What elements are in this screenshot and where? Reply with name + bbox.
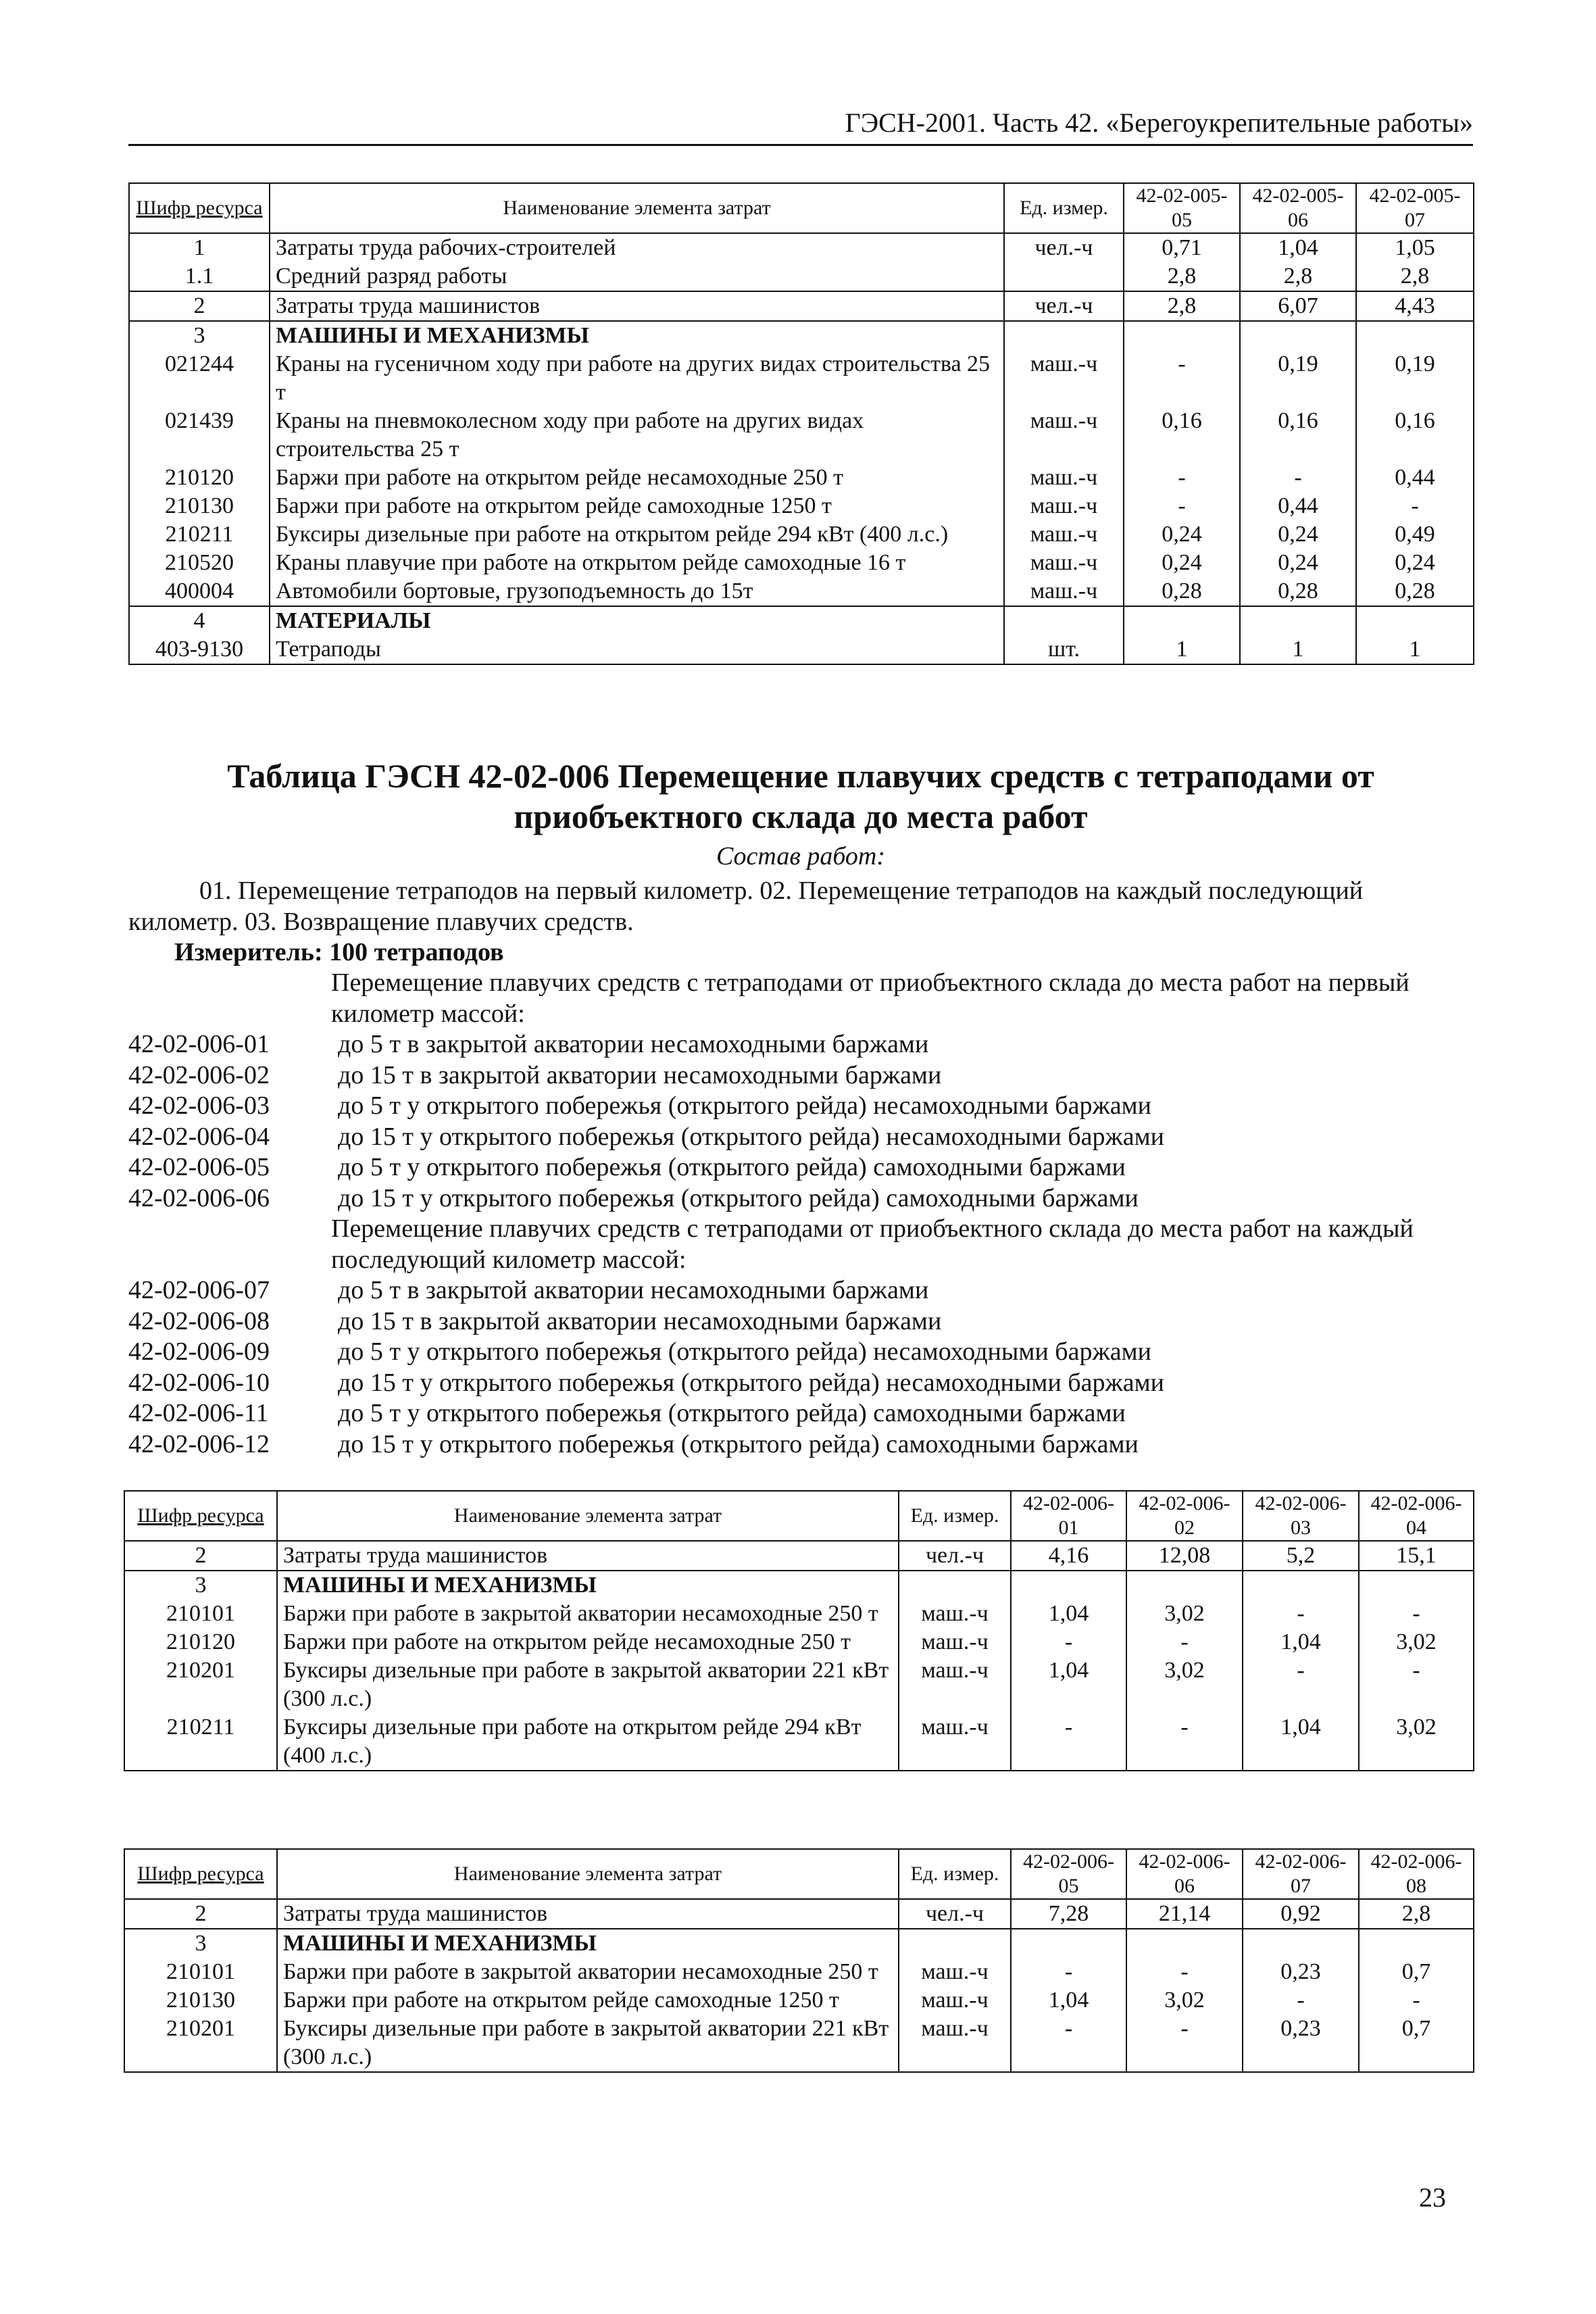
norm-value	[1243, 1929, 1359, 1958]
norm-value: -	[1356, 492, 1474, 520]
resource-table-42-02-006-part1	[124, 1490, 1474, 1771]
norm-value: 0,28	[1124, 577, 1240, 606]
section-heading: МАШИНЫ И МЕХАНИЗМЫ	[277, 1571, 899, 1600]
norm-value	[1240, 606, 1356, 635]
resource-code: 021244	[129, 350, 270, 407]
norm-value: -	[1124, 464, 1240, 492]
table-row	[129, 635, 1474, 664]
header-norm-code: 42-02-006-01	[1011, 1491, 1126, 1541]
table-row	[129, 262, 1474, 291]
table-row	[124, 1958, 1474, 1986]
measure-unit: Измеритель: 100 тетраподов	[174, 938, 504, 966]
table-row	[129, 520, 1474, 549]
cost-element-name: Баржи при работе на открытом рейде несамоходные 250 т	[277, 1628, 899, 1656]
norm-description: до 15 т у открытого побережья (открытого рейда) самоходными баржами	[338, 1183, 1139, 1212]
unit: маш.-ч	[899, 1986, 1011, 2015]
norm-value: -	[1243, 1600, 1359, 1628]
header-norm-code: 42-02-006-06	[1126, 1849, 1243, 1899]
header-unit: Ед. измер.	[1004, 183, 1124, 233]
table-row	[129, 492, 1474, 520]
header-resource-code: Шифр ресурса	[124, 1849, 277, 1899]
norm-value	[1124, 321, 1240, 350]
list-item	[128, 1398, 1473, 1429]
header-norm-code: 42-02-005-05	[1124, 183, 1240, 233]
list-item	[128, 1275, 1473, 1306]
composition-text: 01. Перемещение тетраподов на первый километр. 02. Перемещение тетраподов на каждый последующий километр. 03. Возвращение плавучих средств.	[128, 877, 1364, 936]
unit	[899, 1929, 1011, 1958]
header-norm-code: 42-02-006-03	[1243, 1491, 1359, 1541]
norm-value: -	[1124, 492, 1240, 520]
norm-description: до 15 т у открытого побережья (открытого рейда) самоходными баржами	[338, 1429, 1139, 1458]
norm-value: 3,02	[1126, 1656, 1243, 1713]
unit: маш.-ч	[1004, 350, 1124, 407]
table-row	[124, 1541, 1474, 1571]
norm-value: 0,16	[1356, 407, 1474, 464]
norm-value: 7,28	[1011, 1899, 1126, 1929]
unit	[899, 1571, 1011, 1600]
resource-code: 021439	[129, 407, 270, 464]
unit: чел.-ч	[899, 1899, 1011, 1929]
norm-value: 1,04	[1011, 1986, 1126, 2015]
norm-value: -	[1243, 1656, 1359, 1713]
norm-value	[1243, 1571, 1359, 1600]
norm-description: до 5 т у открытого побережья (открытого рейда) самоходными баржами	[338, 1153, 1126, 1181]
table-row	[124, 1986, 1474, 2015]
table-row	[124, 1899, 1474, 1929]
table-row	[129, 233, 1474, 262]
cost-element-name: Тетраподы	[270, 635, 1004, 664]
norm-value: -	[1126, 1628, 1243, 1656]
norm-value: -	[1359, 1656, 1474, 1713]
norm-value: 0,19	[1356, 350, 1474, 407]
norm-value: 0,24	[1240, 520, 1356, 549]
list-item	[128, 1152, 1473, 1183]
cost-element-name: Баржи при работе в закрытой акватории несамоходные 250 т	[277, 1600, 899, 1628]
norm-value: 0,44	[1240, 492, 1356, 520]
unit: маш.-ч	[1004, 577, 1124, 606]
norm-description: до 15 т в закрытой акватории несамоходными баржами	[338, 1060, 942, 1089]
norm-value: 5,2	[1243, 1541, 1359, 1571]
header-resource-code: Шифр ресурса	[124, 1491, 277, 1541]
resource-code: 3	[129, 321, 270, 350]
unit: маш.-ч	[899, 1600, 1011, 1628]
norm-value	[1359, 1929, 1474, 1958]
norm-value: -	[1240, 464, 1356, 492]
list-item	[128, 1306, 1473, 1337]
norm-value: 1	[1124, 635, 1240, 664]
unit	[1004, 262, 1124, 291]
page-number: 23	[1419, 2182, 1446, 2213]
norm-value: 1,05	[1356, 233, 1474, 262]
norm-value: 1,04	[1011, 1600, 1126, 1628]
norm-value: -	[1011, 1713, 1126, 1771]
resource-code: 403-9130	[129, 635, 270, 664]
header-norm-code: 42-02-006-02	[1126, 1491, 1243, 1541]
cost-element-name: Затраты труда машинистов	[270, 291, 1004, 321]
norm-value: 2,8	[1124, 262, 1240, 291]
table-row	[129, 577, 1474, 606]
norm-value: 1,04	[1243, 1713, 1359, 1771]
norm-code: 42-02-006-11	[128, 1399, 269, 1427]
norm-description: до 5 т у открытого побережья (открытого рейда) несамоходными баржами	[338, 1091, 1151, 1120]
norm-code: 42-02-006-04	[128, 1122, 270, 1151]
section-title: Таблица ГЭСН 42-02-006 Перемещение плавучих средств с тетраподами от приобъектного склада до места работ	[227, 757, 1374, 835]
norm-value: 2,8	[1359, 1899, 1474, 1929]
norm-description: до 5 т у открытого побережья (открытого рейда) несамоходными баржами	[338, 1337, 1151, 1366]
norm-code: 42-02-006-10	[128, 1368, 270, 1397]
list-item	[128, 1368, 1473, 1399]
table-row	[129, 464, 1474, 492]
cost-element-name: Буксиры дизельные при работе в закрытой акватории 221 кВт (300 л.с.)	[277, 1656, 899, 1713]
norm-value	[1356, 606, 1474, 635]
resource-table-42-02-006-part2	[124, 1848, 1474, 2073]
unit	[1004, 321, 1124, 350]
resource-code: 210130	[129, 492, 270, 520]
header-cost-element: Наименование элемента затрат	[277, 1849, 899, 1899]
cost-element-name: Затраты труда рабочих-строителей	[270, 233, 1004, 262]
norm-value: -	[1011, 2015, 1126, 2072]
section-heading: МАТЕРИАЛЫ	[270, 606, 1004, 635]
norm-value	[1126, 1571, 1243, 1600]
norm-code: 42-02-006-03	[128, 1091, 270, 1120]
header-norm-code: 42-02-006-04	[1359, 1491, 1474, 1541]
cost-element-name: Буксиры дизельные при работе в закрытой акватории 221 кВт (300 л.с.)	[277, 2015, 899, 2072]
norm-description: до 5 т у открытого побережья (открытого рейда) самоходными баржами	[338, 1399, 1126, 1427]
resource-code: 2	[124, 1899, 277, 1929]
norm-value: 0,28	[1240, 577, 1356, 606]
norm-value: 0,23	[1243, 2015, 1359, 2072]
norm-value: 0,24	[1240, 549, 1356, 577]
resource-code: 3	[124, 1929, 277, 1958]
norm-value: -	[1359, 1986, 1474, 2015]
norm-description: до 5 т в закрытой акватории несамоходными баржами	[338, 1276, 929, 1304]
table-row	[129, 321, 1474, 350]
unit: маш.-ч	[899, 1628, 1011, 1656]
unit: чел.-ч	[1004, 233, 1124, 262]
norm-value	[1359, 1571, 1474, 1600]
norm-code: 42-02-006-08	[128, 1306, 270, 1335]
header-norm-code: 42-02-006-05	[1011, 1849, 1126, 1899]
resource-code: 400004	[129, 577, 270, 606]
norm-value: 2,8	[1124, 291, 1240, 321]
table-row	[124, 1628, 1474, 1656]
norm-value: 1,04	[1243, 1628, 1359, 1656]
norm-value: 3,02	[1126, 1600, 1243, 1628]
resource-table-42-02-005	[128, 182, 1474, 665]
norm-value	[1124, 606, 1240, 635]
table-row	[129, 407, 1474, 464]
list-item	[128, 1029, 1473, 1060]
unit: маш.-ч	[899, 1713, 1011, 1771]
table-row	[124, 1713, 1474, 1771]
resource-code: 1.1	[129, 262, 270, 291]
cost-element-name: Средний разряд работы	[270, 262, 1004, 291]
norm-code: 42-02-006-06	[128, 1183, 270, 1212]
norm-value: 0,23	[1243, 1958, 1359, 1986]
norm-code: 42-02-006-09	[128, 1337, 270, 1366]
norm-value: -	[1126, 1958, 1243, 1986]
table-row	[129, 291, 1474, 321]
unit: маш.-ч	[1004, 520, 1124, 549]
norm-value: 21,14	[1126, 1899, 1243, 1929]
norm-value	[1011, 1929, 1126, 1958]
cost-element-name: Краны плавучие при работе на открытом рейде самоходные 16 т	[270, 549, 1004, 577]
resource-code: 210520	[129, 549, 270, 577]
list-item	[128, 1122, 1473, 1153]
norm-code: 42-02-006-05	[128, 1153, 270, 1181]
norm-value: -	[1359, 1600, 1474, 1628]
norm-description: до 15 т у открытого побережья (открытого рейда) несамоходными баржами	[338, 1368, 1164, 1397]
resource-code: 210120	[124, 1628, 277, 1656]
norm-value: 0,71	[1124, 233, 1240, 262]
unit: маш.-ч	[1004, 492, 1124, 520]
unit: маш.-ч	[899, 1958, 1011, 1986]
resource-code: 3	[124, 1571, 277, 1600]
norm-value: 0,19	[1240, 350, 1356, 407]
running-header: ГЭСН-2001. Часть 42. «Берегоукрепительные работы»	[128, 107, 1473, 146]
norm-value: -	[1011, 1958, 1126, 1986]
section-heading: МАШИНЫ И МЕХАНИЗМЫ	[277, 1929, 899, 1958]
norm-value: 0,24	[1356, 549, 1474, 577]
norm-value: 0,28	[1356, 577, 1474, 606]
norm-description: до 15 т в закрытой акватории несамоходными баржами	[338, 1306, 942, 1335]
resource-code: 210101	[124, 1958, 277, 1986]
list-item	[128, 1183, 1473, 1214]
resource-code: 210130	[124, 1986, 277, 2015]
norm-value: 0,7	[1359, 1958, 1474, 1986]
unit: чел.-ч	[1004, 291, 1124, 321]
resource-code: 2	[124, 1541, 277, 1571]
norm-value: 1	[1356, 635, 1474, 664]
resource-code: 2	[129, 291, 270, 321]
unit: чел.-ч	[899, 1541, 1011, 1571]
resource-code: 210211	[124, 1713, 277, 1771]
cost-element-name: Буксиры дизельные при работе на открытом рейде 294 кВт (400 л.с.)	[277, 1713, 899, 1771]
table-row	[129, 606, 1474, 635]
cost-element-name: Краны на гусеничном ходу при работе на других видах строительства 25 т	[270, 350, 1004, 407]
header-cost-element: Наименование элемента затрат	[270, 183, 1004, 233]
table-row	[124, 1656, 1474, 1713]
norm-value: 0,24	[1124, 520, 1240, 549]
norm-value: 2,8	[1240, 262, 1356, 291]
norm-value: 0,92	[1243, 1899, 1359, 1929]
table-row	[124, 1571, 1474, 1600]
norm-value: 3,02	[1126, 1986, 1243, 2015]
norm-value	[1356, 321, 1474, 350]
norm-items-list	[128, 968, 1473, 1460]
cost-element-name: Затраты труда машинистов	[277, 1899, 899, 1929]
resource-code: 210201	[124, 1656, 277, 1713]
norm-value: 15,1	[1359, 1541, 1474, 1571]
norm-value: -	[1011, 1628, 1126, 1656]
list-item	[128, 1060, 1473, 1091]
cost-element-name: Баржи при работе на открытом рейде самоходные 1250 т	[277, 1986, 899, 2015]
section-heading: МАШИНЫ И МЕХАНИЗМЫ	[270, 321, 1004, 350]
resource-code: 1	[129, 233, 270, 262]
header-resource-code: Шифр ресурса	[129, 183, 270, 233]
norm-value: 0,7	[1359, 2015, 1474, 2072]
norm-code: 42-02-006-07	[128, 1276, 270, 1304]
norm-description: до 15 т у открытого побережья (открытого рейда) несамоходными баржами	[338, 1122, 1164, 1151]
norm-value	[1126, 1929, 1243, 1958]
list-item	[128, 1091, 1473, 1122]
norm-value: -	[1126, 1713, 1243, 1771]
norm-code: 42-02-006-12	[128, 1429, 270, 1458]
table-row	[129, 549, 1474, 577]
norm-value	[1011, 1571, 1126, 1600]
group-heading: Перемещение плавучих средств с тетраподами от приобъектного склада до места работ на каждый последующий километр массой:	[331, 1214, 1414, 1274]
unit: маш.-ч	[899, 1656, 1011, 1713]
header-unit: Ед. измер.	[899, 1491, 1011, 1541]
table-row	[124, 1929, 1474, 1958]
header-cost-element: Наименование элемента затрат	[277, 1491, 899, 1541]
header-norm-code: 42-02-005-07	[1356, 183, 1474, 233]
cost-element-name: Затраты труда машинистов	[277, 1541, 899, 1571]
norm-value: 0,16	[1124, 407, 1240, 464]
norm-value: 6,07	[1240, 291, 1356, 321]
norm-value: -	[1243, 1986, 1359, 2015]
unit: шт.	[1004, 635, 1124, 664]
table-row	[129, 350, 1474, 407]
norm-value: 0,24	[1124, 549, 1240, 577]
header-unit: Ед. измер.	[899, 1849, 1011, 1899]
norm-value: 4,43	[1356, 291, 1474, 321]
norm-value: 2,8	[1356, 262, 1474, 291]
norm-value: 1	[1240, 635, 1356, 664]
norm-code: 42-02-006-02	[128, 1060, 270, 1089]
cost-element-name: Баржи при работе на открытом рейде несамоходные 250 т	[270, 464, 1004, 492]
cost-element-name: Краны на пневмоколесном ходу при работе на других видах строительства 25 т	[270, 407, 1004, 464]
header-norm-code: 42-02-005-06	[1240, 183, 1356, 233]
resource-code: 210211	[129, 520, 270, 549]
norm-value: 1,04	[1011, 1656, 1126, 1713]
table-row	[124, 1600, 1474, 1628]
cost-element-name: Буксиры дизельные при работе на открытом рейде 294 кВт (400 л.с.)	[270, 520, 1004, 549]
unit: маш.-ч	[1004, 464, 1124, 492]
unit: маш.-ч	[1004, 549, 1124, 577]
resource-code: 4	[129, 606, 270, 635]
norm-description: до 5 т в закрытой акватории несамоходными баржами	[338, 1030, 929, 1058]
group-heading: Перемещение плавучих средств с тетраподами от приобъектного склада до места работ на первый километр массой:	[331, 968, 1410, 1028]
norm-value	[1240, 321, 1356, 350]
header-norm-code: 42-02-006-08	[1359, 1849, 1474, 1899]
norm-value: 0,16	[1240, 407, 1356, 464]
norm-value: 3,02	[1359, 1628, 1474, 1656]
list-item	[128, 1337, 1473, 1368]
unit	[1004, 606, 1124, 635]
cost-element-name: Баржи при работе в закрытой акватории несамоходные 250 т	[277, 1958, 899, 1986]
resource-code: 210201	[124, 2015, 277, 2072]
composition-label: Состав работ:	[716, 842, 886, 870]
unit: маш.-ч	[1004, 407, 1124, 464]
resource-code: 210120	[129, 464, 270, 492]
norm-value: 1,04	[1240, 233, 1356, 262]
list-item	[128, 1429, 1473, 1460]
norm-value: 4,16	[1011, 1541, 1126, 1571]
norm-value: -	[1126, 2015, 1243, 2072]
norm-value: 0,49	[1356, 520, 1474, 549]
resource-code: 210101	[124, 1600, 277, 1628]
norm-code: 42-02-006-01	[128, 1030, 270, 1058]
norm-value: 12,08	[1126, 1541, 1243, 1571]
unit: маш.-ч	[899, 2015, 1011, 2072]
norm-value: 0,44	[1356, 464, 1474, 492]
cost-element-name: Баржи при работе на открытом рейде самоходные 1250 т	[270, 492, 1004, 520]
table-row	[124, 2015, 1474, 2072]
header-norm-code: 42-02-006-07	[1243, 1849, 1359, 1899]
cost-element-name: Автомобили бортовые, грузоподъемность до 15т	[270, 577, 1004, 606]
norm-value: 3,02	[1359, 1713, 1474, 1771]
norm-value: -	[1124, 350, 1240, 407]
